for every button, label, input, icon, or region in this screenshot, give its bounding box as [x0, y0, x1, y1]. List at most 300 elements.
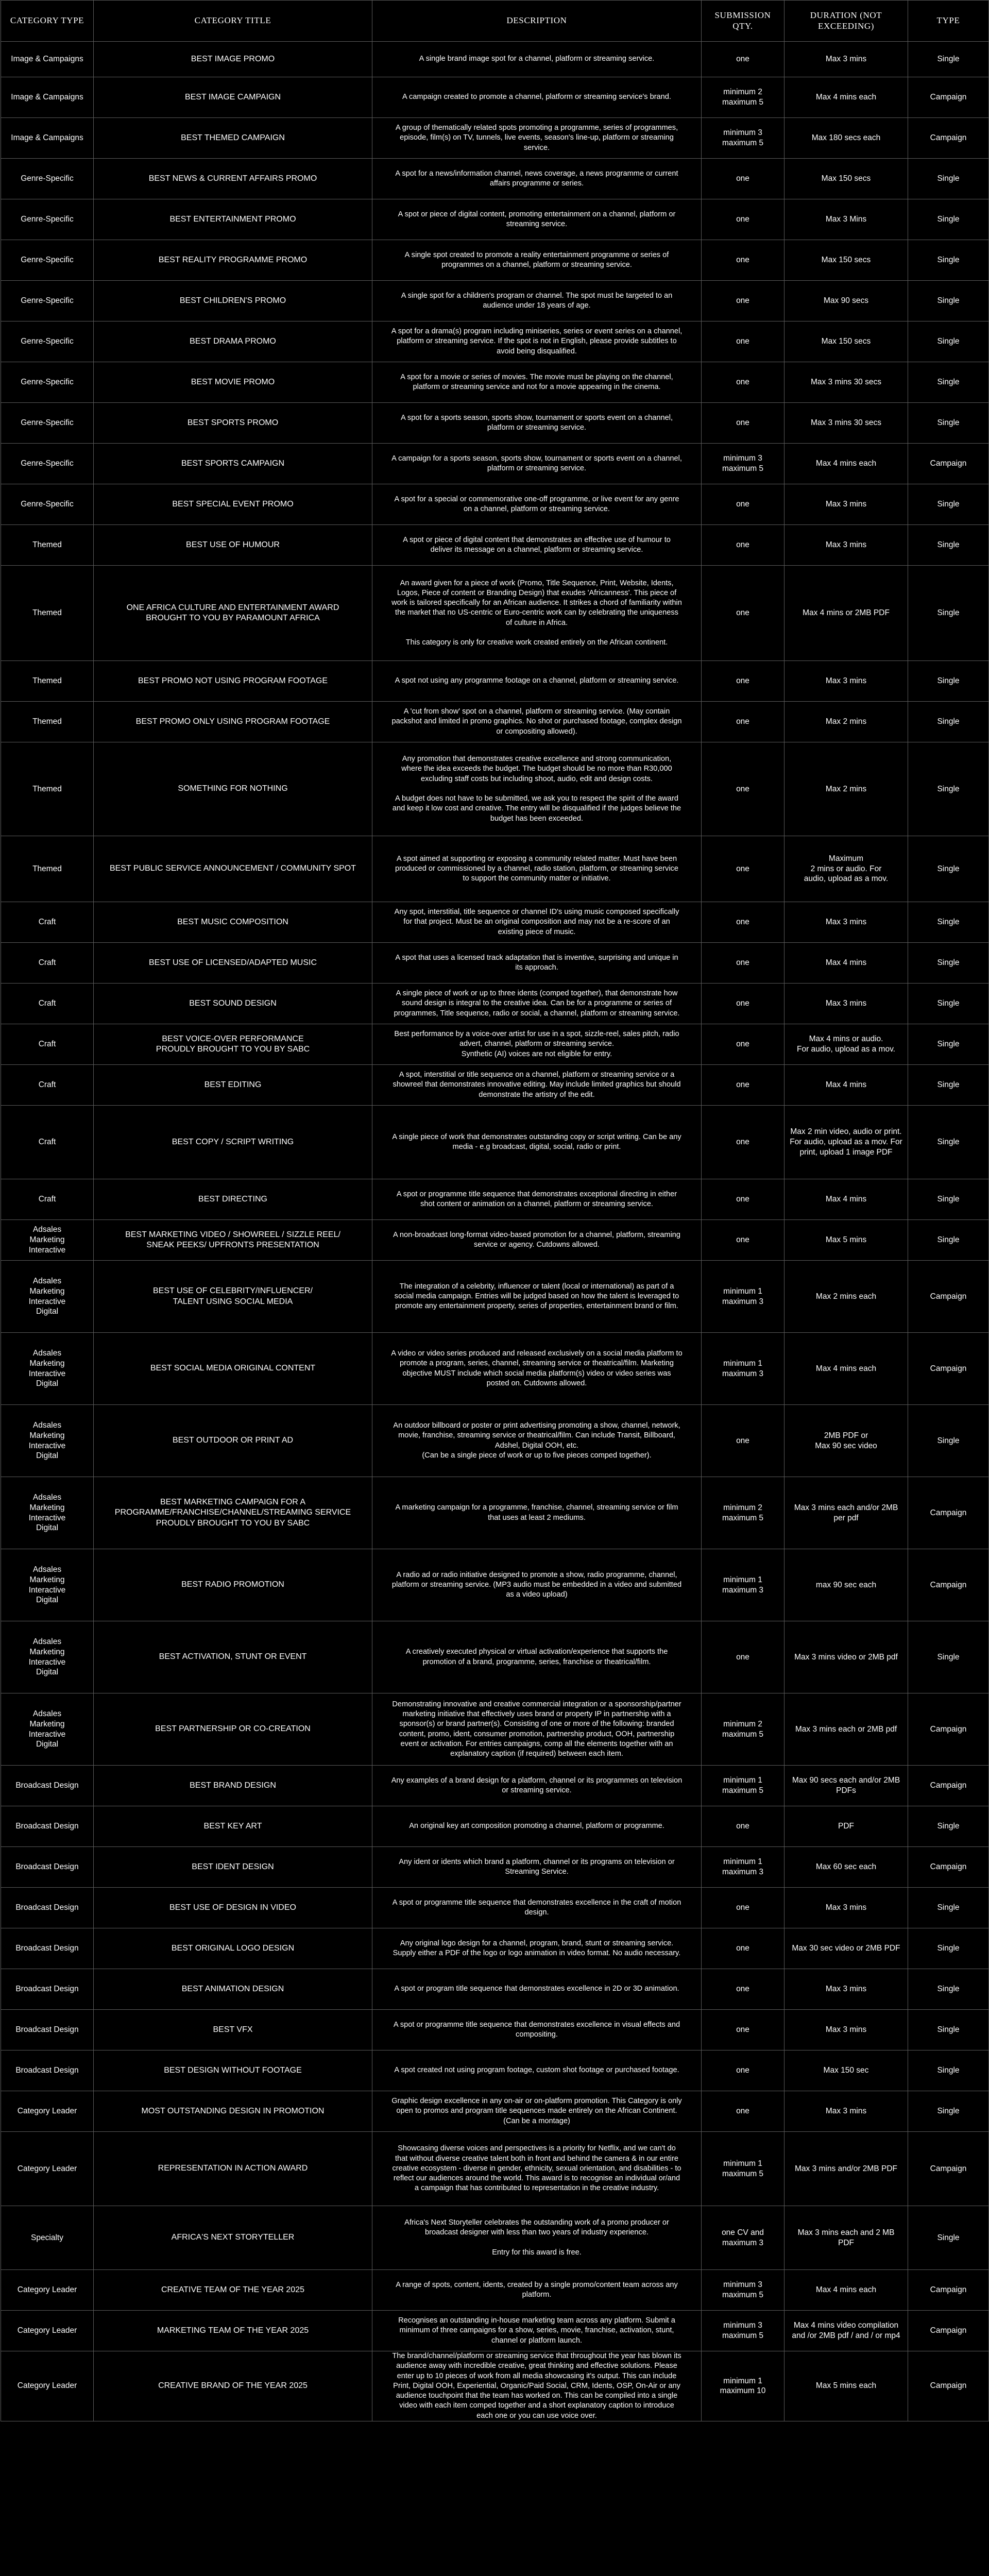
cell-duration: Max 3 mins	[785, 1888, 908, 1928]
cell-description: A spot or programme title sequence that demonstrates excellence in visual effects and compositing.	[372, 2010, 702, 2050]
table-row	[1, 77, 989, 118]
cell-category-title: REPRESENTATION IN ACTION AWARD	[94, 2132, 372, 2206]
cell-category-title: BEST SOUND DESIGN	[94, 984, 372, 1024]
table-row	[1, 836, 989, 902]
cell-description: A spot or piece of digital content that demonstrates an effective use of humour to deliver its message on a channel, platform or streaming service.	[372, 525, 702, 566]
cell-category-title: BEST USE OF CELEBRITY/INFLUENCER/ TALENT USING SOCIAL MEDIA	[94, 1261, 372, 1333]
cell-category-type: Broadcast Design	[1, 2050, 94, 2091]
cell-category-type: Craft	[1, 1179, 94, 1220]
cell-description: Any promotion that demonstrates creative excellence and strong communication, where the idea exceeds the budget. The budget should be no more than R30,000 excluding staff costs but including shoot, audio, edit and design costs. A budget does not have to be submitted, we ask you to respect the spirit of the award and keep it low cost and creative. The entry will be disqualified if the judges believe the budget has been exceeded.	[372, 742, 702, 836]
table-row	[1, 1969, 989, 2010]
cell-type: Campaign	[908, 2270, 989, 2311]
table-row	[1, 1621, 989, 1693]
cell-category-type: Broadcast Design	[1, 1888, 94, 1928]
cell-category-type: Adsales Marketing Interactive Digital	[1, 1549, 94, 1621]
table-row	[1, 484, 989, 525]
cell-duration: Max 3 mins each or 2MB pdf	[785, 1693, 908, 1766]
cell-submission-qty: one	[702, 1405, 785, 1477]
cell-category-type: Themed	[1, 661, 94, 702]
cell-type: Campaign	[908, 2311, 989, 2351]
cell-duration: Max 4 mins	[785, 1065, 908, 1106]
cell-duration: Max 5 mins each	[785, 2351, 908, 2421]
cell-category-title: BEST ACTIVATION, STUNT OR EVENT	[94, 1621, 372, 1693]
cell-type: Single	[908, 240, 989, 281]
cell-submission-qty: one	[702, 742, 785, 836]
cell-category-title: BEST VOICE-OVER PERFORMANCE PROUDLY BROUGHT TO YOU BY SABC	[94, 1024, 372, 1065]
cell-submission-qty: one	[702, 2010, 785, 2050]
cell-duration: Max 3 mins	[785, 42, 908, 77]
cell-submission-qty: one	[702, 902, 785, 943]
cell-description: The integration of a celebrity, influencer or talent (local or international) as part of a social media campaign. Entries will be judged based on how the talent is leveraged to promote any entertainment property, series of properties, entertainment brand or film.	[372, 1261, 702, 1333]
cell-category-type: Genre-Specific	[1, 159, 94, 199]
cell-type: Single	[908, 2091, 989, 2132]
cell-description: An outdoor billboard or poster or print advertising promoting a show, channel, network, movie, franchise, streaming service or theatrical/film. Can include Transit, Billboard, Adshel, Digital OOH, etc. (Can be a single piece of work or up to five pieces comped together).	[372, 1405, 702, 1477]
cell-submission-qty: minimum 1 maximum 5	[702, 1766, 785, 1806]
cell-description: Demonstrating innovative and creative commercial integration or a sponsorship/partner marketing initiative that effectively uses brand or property IP in partnership with a sponsor(s) or brand partner(s). Consisting of one or more of the following: branded content, promo, ident, consumer promotion, partnership product, OOH, partnership event or activation. For entries campaigns, comp all the elements together with an explanatory caption (if required) between each item.	[372, 1693, 702, 1766]
cell-description: The brand/channel/platform or streaming service that throughout the year has blown its audience away with incredible creative, great thinking and effective solutions. Please enter up to 10 pieces of work from all media showcasing it's output. This can include Print, Digital OOH, Experiential, Organic/Paid Social, CRM, Idents, OSP, On-Air or any audience touchpoint that the team has worked on. This can be compiled into a single video with each item comped together and a short explanatory caption to introduce each one or you can use voice over.	[372, 2351, 702, 2421]
cell-submission-qty: minimum 2 maximum 5	[702, 1477, 785, 1549]
table-body	[1, 42, 989, 2421]
cell-category-type: Craft	[1, 902, 94, 943]
cell-category-type: Adsales Marketing Interactive Digital	[1, 1333, 94, 1405]
cell-type: Single	[908, 836, 989, 902]
cell-duration: Max 4 mins each	[785, 77, 908, 118]
cell-submission-qty: one	[702, 1928, 785, 1969]
cell-type: Single	[908, 566, 989, 661]
cell-type: Campaign	[908, 1693, 989, 1766]
cell-submission-qty: one	[702, 240, 785, 281]
cell-category-title: BEST MARKETING CAMPAIGN FOR A PROGRAMME/FRANCHISE/CHANNEL/STREAMING SERVICE PROUDLY BROUGHT TO YOU BY SABC	[94, 1477, 372, 1549]
table-row	[1, 1024, 989, 1065]
table-row	[1, 159, 989, 199]
table-row	[1, 742, 989, 836]
table-row	[1, 1928, 989, 1969]
cell-description: A spot or programme title sequence that demonstrates excellence in the craft of motion design.	[372, 1888, 702, 1928]
cell-duration: Max 3 mins	[785, 1969, 908, 2010]
cell-description: Best performance by a voice-over artist for use in a spot, sizzle-reel, sales pitch, radio advert, channel, platform or streaming service. Synthetic (AI) voices are not eligible for entry.	[372, 1024, 702, 1065]
cell-duration: Max 3 mins 30 secs	[785, 403, 908, 444]
cell-category-title: BEST VFX	[94, 2010, 372, 2050]
cell-description: Africa's Next Storyteller celebrates the outstanding work of a promo producer or broadcast designer with less than two years of industry experience. Entry for this award is free.	[372, 2206, 702, 2270]
cell-description: A radio ad or radio initiative designed to promote a show, radio programme, channel, platform or streaming service. (MP3 audio must be embedded in a video and submitted as a video upload)	[372, 1549, 702, 1621]
cell-type: Single	[908, 1806, 989, 1847]
cell-description: A range of spots, content, idents, created by a single promo/content team across any platform.	[372, 2270, 702, 2311]
cell-category-type: Broadcast Design	[1, 1806, 94, 1847]
cell-submission-qty: minimum 1 maximum 5	[702, 2132, 785, 2206]
cell-type: Single	[908, 902, 989, 943]
cell-description: A spot, interstitial or title sequence on a channel, platform or streaming service or a showreel that demonstrates innovative editing. May include limited graphics but should demonstrate the artistry of the edit.	[372, 1065, 702, 1106]
table-row	[1, 2311, 989, 2351]
cell-submission-qty: one	[702, 403, 785, 444]
cell-duration: Max 4 mins each	[785, 444, 908, 484]
cell-category-title: ONE AFRICA CULTURE AND ENTERTAINMENT AWARD BROUGHT TO YOU BY PARAMOUNT AFRICA	[94, 566, 372, 661]
cell-description: A single spot created to promote a reality entertainment programme or series of programmes on a channel, platform or streaming service.	[372, 240, 702, 281]
table-row	[1, 2010, 989, 2050]
table-row	[1, 1220, 989, 1261]
cell-duration: Max 4 mins or 2MB PDF	[785, 566, 908, 661]
cell-duration: Max 180 secs each	[785, 118, 908, 159]
table-row	[1, 902, 989, 943]
cell-duration: Max 3 mins	[785, 902, 908, 943]
cell-category-type: Craft	[1, 1024, 94, 1065]
cell-duration: Max 150 secs	[785, 321, 908, 362]
cell-description: A non-broadcast long-format video-based promotion for a channel, platform, streaming service or agency. Cutdowns allowed.	[372, 1220, 702, 1261]
table-row	[1, 702, 989, 742]
cell-duration: Max 90 secs	[785, 281, 908, 321]
cell-submission-qty: one	[702, 281, 785, 321]
cell-category-type: Image & Campaigns	[1, 118, 94, 159]
cell-description: A spot for a movie or series of movies. The movie must be playing on the channel, platform or streaming service and not for a movie appearing in the cinema.	[372, 362, 702, 403]
cell-category-title: BEST USE OF LICENSED/ADAPTED MUSIC	[94, 943, 372, 984]
cell-description: A group of thematically related spots promoting a programme, series of programmes, episode, film(s) on TV, tunnels, live events, season's line-up, platform or streaming service.	[372, 118, 702, 159]
cell-duration: Max 3 mins	[785, 984, 908, 1024]
cell-category-title: BEST MARKETING VIDEO / SHOWREEL / SIZZLE REEL/ SNEAK PEEKS/ UPFRONTS PRESENTATION	[94, 1220, 372, 1261]
cell-category-type: Category Leader	[1, 2351, 94, 2421]
cell-type: Single	[908, 1969, 989, 2010]
cell-duration: Max 90 secs each and/or 2MB PDFs	[785, 1766, 908, 1806]
cell-category-type: Craft	[1, 1106, 94, 1179]
cell-category-title: BEST COPY / SCRIPT WRITING	[94, 1106, 372, 1179]
cell-duration: Max 3 mins	[785, 2010, 908, 2050]
cell-category-type: Craft	[1, 984, 94, 1024]
cell-submission-qty: minimum 1 maximum 3	[702, 1549, 785, 1621]
cell-submission-qty: minimum 1 maximum 10	[702, 2351, 785, 2421]
cell-category-title: BEST DIRECTING	[94, 1179, 372, 1220]
cell-category-type: Image & Campaigns	[1, 42, 94, 77]
cell-category-title: BEST IMAGE CAMPAIGN	[94, 77, 372, 118]
cell-submission-qty: one	[702, 321, 785, 362]
cell-category-title: BEST DRAMA PROMO	[94, 321, 372, 362]
cell-category-type: Broadcast Design	[1, 1928, 94, 1969]
cell-type: Single	[908, 1888, 989, 1928]
cell-category-type: Genre-Specific	[1, 240, 94, 281]
header-type: TYPE	[908, 1, 989, 42]
cell-category-type: Adsales Marketing Interactive	[1, 1220, 94, 1261]
cell-category-type: Themed	[1, 525, 94, 566]
header-duration: DURATION (NOT EXCEEDING)	[785, 1, 908, 42]
cell-submission-qty: minimum 3 maximum 5	[702, 2270, 785, 2311]
cell-submission-qty: one	[702, 702, 785, 742]
table-row	[1, 42, 989, 77]
cell-description: A spot or program title sequence that demonstrates excellence in 2D or 3D animation.	[372, 1969, 702, 2010]
table-row	[1, 1693, 989, 1766]
cell-category-type: Image & Campaigns	[1, 77, 94, 118]
cell-description: A video or video series produced and released exclusively on a social media platform to promote a program, series, channel, streaming service or theatrical/film. Marketing objective MUST include which social media platform(s) video or video series was posted on. Cutdowns allowed.	[372, 1333, 702, 1405]
cell-submission-qty: one	[702, 525, 785, 566]
cell-duration: Max 3 mins	[785, 525, 908, 566]
header-category-type: CATEGORY TYPE	[1, 1, 94, 42]
cell-submission-qty: one	[702, 1969, 785, 2010]
cell-type: Single	[908, 281, 989, 321]
table-row	[1, 566, 989, 661]
table-row	[1, 403, 989, 444]
cell-category-type: Genre-Specific	[1, 362, 94, 403]
cell-category-title: BEST DESIGN WITHOUT FOOTAGE	[94, 2050, 372, 2091]
cell-category-title: SOMETHING FOR NOTHING	[94, 742, 372, 836]
table-row	[1, 984, 989, 1024]
cell-category-type: Specialty	[1, 2206, 94, 2270]
cell-category-title: BEST RADIO PROMOTION	[94, 1549, 372, 1621]
table-row	[1, 2132, 989, 2206]
table-header-row	[1, 1, 989, 42]
cell-type: Single	[908, 1928, 989, 1969]
cell-duration: Max 150 secs	[785, 240, 908, 281]
table-row	[1, 281, 989, 321]
table-row	[1, 1766, 989, 1806]
cell-duration: Max 3 mins	[785, 484, 908, 525]
cell-description: A spot created not using program footage, custom shot footage or purchased footage.	[372, 2050, 702, 2091]
table-row	[1, 118, 989, 159]
cell-category-title: BEST PROMO ONLY USING PROGRAM FOOTAGE	[94, 702, 372, 742]
cell-description: A 'cut from show' spot on a channel, platform or streaming service. (May contain packshot and limited in promo graphics. No shot or purchased footage, complex design or compositing allowed).	[372, 702, 702, 742]
cell-category-title: BEST MUSIC COMPOSITION	[94, 902, 372, 943]
cell-submission-qty: one	[702, 1106, 785, 1179]
cell-submission-qty: one	[702, 984, 785, 1024]
cell-submission-qty: one	[702, 199, 785, 240]
cell-category-type: Adsales Marketing Interactive Digital	[1, 1693, 94, 1766]
cell-category-title: MARKETING TEAM OF THE YEAR 2025	[94, 2311, 372, 2351]
cell-category-type: Genre-Specific	[1, 484, 94, 525]
table-row	[1, 2270, 989, 2311]
cell-duration: PDF	[785, 1806, 908, 1847]
cell-category-type: Broadcast Design	[1, 2010, 94, 2050]
cell-description: A spot for a special or commemorative one-off programme, or live event for any genre on a channel, platform or streaming service.	[372, 484, 702, 525]
cell-type: Single	[908, 321, 989, 362]
cell-type: Single	[908, 1179, 989, 1220]
header-category-title: CATEGORY TITLE	[94, 1, 372, 42]
cell-description: A single brand image spot for a channel, platform or streaming service.	[372, 42, 702, 77]
table-row	[1, 2206, 989, 2270]
cell-description: Any original logo design for a channel, program, brand, stunt or streaming service. Supply either a PDF of the logo or logo animation in video format. No audio necessary.	[372, 1928, 702, 1969]
table-row	[1, 362, 989, 403]
cell-category-type: Genre-Specific	[1, 403, 94, 444]
cell-type: Single	[908, 199, 989, 240]
cell-description: A spot for a drama(s) program including miniseries, series or event series on a channel, platform or streaming service. If the spot is not in English, please provide subtitles to avoid being disqualified.	[372, 321, 702, 362]
cell-submission-qty: one	[702, 2050, 785, 2091]
cell-submission-qty: minimum 3 maximum 5	[702, 2311, 785, 2351]
cell-duration: Max 2 mins	[785, 702, 908, 742]
table-row	[1, 2351, 989, 2421]
table-row	[1, 2050, 989, 2091]
cell-category-title: BEST PROMO NOT USING PROGRAM FOOTAGE	[94, 661, 372, 702]
cell-duration: Maximum 2 mins or audio. For audio, upload as a mov.	[785, 836, 908, 902]
cell-category-title: BEST PARTNERSHIP OR CO-CREATION	[94, 1693, 372, 1766]
cell-duration: Max 4 mins video compilation and /or 2MB pdf / and / or mp4	[785, 2311, 908, 2351]
cell-duration: Max 3 mins video or 2MB pdf	[785, 1621, 908, 1693]
cell-category-title: BEST ANIMATION DESIGN	[94, 1969, 372, 2010]
cell-description: A spot not using any programme footage on a channel, platform or streaming service.	[372, 661, 702, 702]
cell-type: Single	[908, 661, 989, 702]
cell-duration: 2MB PDF or Max 90 sec video	[785, 1405, 908, 1477]
cell-description: A single piece of work that demonstrates outstanding copy or script writing. Can be any media - e.g broadcast, digital, social, radio or print.	[372, 1106, 702, 1179]
cell-duration: Max 4 mins each	[785, 1333, 908, 1405]
cell-description: A creatively executed physical or virtual activation/experience that supports the promotion of a brand, programme, series, franchise or theatrical/film.	[372, 1621, 702, 1693]
table-row	[1, 1106, 989, 1179]
cell-submission-qty: minimum 3 maximum 5	[702, 118, 785, 159]
cell-duration: Max 4 mins	[785, 1179, 908, 1220]
cell-type: Campaign	[908, 1847, 989, 1888]
cell-submission-qty: one	[702, 42, 785, 77]
cell-duration: Max 3 Mins	[785, 199, 908, 240]
cell-category-title: BEST OUTDOOR OR PRINT AD	[94, 1405, 372, 1477]
cell-duration: Max 2 min video, audio or print. For audio, upload as a mov. For print, upload 1 image PDF	[785, 1106, 908, 1179]
cell-duration: Max 3 mins and/or 2MB PDF	[785, 2132, 908, 2206]
cell-description: A single spot for a children's program or channel. The spot must be targeted to an audience under 18 years of age.	[372, 281, 702, 321]
cell-type: Single	[908, 984, 989, 1024]
table-row	[1, 1405, 989, 1477]
cell-description: A spot that uses a licensed track adaptation that is inventive, surprising and unique in its approach.	[372, 943, 702, 984]
cell-submission-qty: one	[702, 1621, 785, 1693]
cell-duration: Max 150 secs	[785, 159, 908, 199]
cell-duration: Max 3 mins	[785, 661, 908, 702]
cell-type: Single	[908, 362, 989, 403]
cell-category-type: Category Leader	[1, 2270, 94, 2311]
cell-category-type: Themed	[1, 742, 94, 836]
table-row	[1, 661, 989, 702]
cell-type: Single	[908, 42, 989, 77]
cell-submission-qty: one	[702, 1024, 785, 1065]
cell-category-type: Genre-Specific	[1, 444, 94, 484]
cell-description: Any examples of a brand design for a platform, channel or its programmes on television or streaming service.	[372, 1766, 702, 1806]
cell-category-type: Craft	[1, 1065, 94, 1106]
cell-category-type: Category Leader	[1, 2091, 94, 2132]
cell-category-title: BEST USE OF DESIGN IN VIDEO	[94, 1888, 372, 1928]
cell-duration: Max 3 mins each and 2 MB PDF	[785, 2206, 908, 2270]
cell-duration: Max 3 mins	[785, 2091, 908, 2132]
cell-category-type: Adsales Marketing Interactive Digital	[1, 1261, 94, 1333]
cell-submission-qty: minimum 1 maximum 3	[702, 1333, 785, 1405]
table-row	[1, 1179, 989, 1220]
cell-category-title: BEST SPORTS PROMO	[94, 403, 372, 444]
cell-category-type: Adsales Marketing Interactive Digital	[1, 1477, 94, 1549]
cell-description: An original key art composition promoting a channel, platform or programme.	[372, 1806, 702, 1847]
cell-type: Campaign	[908, 1766, 989, 1806]
cell-type: Single	[908, 2206, 989, 2270]
table-row	[1, 321, 989, 362]
cell-duration: Max 4 mins each	[785, 2270, 908, 2311]
cell-description: Any spot, interstitial, title sequence or channel ID's using music composed specifically for that project. Must be an original composition and may not be a re-score of an existing piece of music.	[372, 902, 702, 943]
cell-category-title: MOST OUTSTANDING DESIGN IN PROMOTION	[94, 2091, 372, 2132]
cell-type: Campaign	[908, 77, 989, 118]
cell-type: Single	[908, 742, 989, 836]
cell-type: Single	[908, 1621, 989, 1693]
cell-type: Single	[908, 2010, 989, 2050]
cell-category-type: Broadcast Design	[1, 1766, 94, 1806]
cell-submission-qty: minimum 1 maximum 3	[702, 1261, 785, 1333]
cell-type: Campaign	[908, 2132, 989, 2206]
cell-type: Single	[908, 525, 989, 566]
cell-submission-qty: one	[702, 1806, 785, 1847]
cell-description: Graphic design excellence in any on-air or on-platform promotion. This Category is only open to promos and program title sequences made entirely on the African Continent. (Can be a montage)	[372, 2091, 702, 2132]
cell-description: A spot for a sports season, sports show, tournament or sports event on a channel, platform or streaming service.	[372, 403, 702, 444]
cell-category-title: BEST PUBLIC SERVICE ANNOUNCEMENT / COMMUNITY SPOT	[94, 836, 372, 902]
cell-submission-qty: one	[702, 566, 785, 661]
cell-category-title: BEST MOVIE PROMO	[94, 362, 372, 403]
cell-category-title: BEST THEMED CAMPAIGN	[94, 118, 372, 159]
cell-type: Campaign	[908, 1261, 989, 1333]
cell-category-title: BEST USE OF HUMOUR	[94, 525, 372, 566]
table-row	[1, 1847, 989, 1888]
cell-description: An award given for a piece of work (Promo, Title Sequence, Print, Website, Idents, Logos, Piece of content or Branding Design) that exudes 'Africanness'. This piece of work is tailored specifically for an African audience. It strikes a chord of familiarity within the market that no US-centric or Euro-centric work can by celebrating the uniqueness of culture in Africa. This category is only for creative work created entirely on the African continent.	[372, 566, 702, 661]
cell-duration: Max 3 mins each and/or 2MB per pdf	[785, 1477, 908, 1549]
cell-category-title: CREATIVE TEAM OF THE YEAR 2025	[94, 2270, 372, 2311]
cell-duration: Max 5 mins	[785, 1220, 908, 1261]
cell-submission-qty: one	[702, 1065, 785, 1106]
cell-category-type: Genre-Specific	[1, 281, 94, 321]
cell-description: A spot or piece of digital content, promoting entertainment on a channel, platform or streaming service.	[372, 199, 702, 240]
table-row	[1, 240, 989, 281]
cell-submission-qty: one	[702, 661, 785, 702]
cell-submission-qty: one	[702, 362, 785, 403]
cell-type: Campaign	[908, 2351, 989, 2421]
cell-category-title: BEST SOCIAL MEDIA ORIGINAL CONTENT	[94, 1333, 372, 1405]
cell-type: Campaign	[908, 1549, 989, 1621]
cell-category-title: BEST EDITING	[94, 1065, 372, 1106]
cell-duration: Max 4 mins	[785, 943, 908, 984]
cell-category-title: BEST REALITY PROGRAMME PROMO	[94, 240, 372, 281]
cell-type: Single	[908, 1405, 989, 1477]
table-row	[1, 444, 989, 484]
cell-submission-qty: minimum 3 maximum 5	[702, 444, 785, 484]
cell-category-title: BEST IMAGE PROMO	[94, 42, 372, 77]
header-description: DESCRIPTION	[372, 1, 702, 42]
cell-type: Single	[908, 943, 989, 984]
cell-category-type: Adsales Marketing Interactive Digital	[1, 1621, 94, 1693]
cell-category-title: BEST CHILDREN'S PROMO	[94, 281, 372, 321]
cell-description: A spot aimed at supporting or exposing a community related matter. Must have been produced or commissioned by a channel, radio station, platform, or streaming service to support the community matter or initiative.	[372, 836, 702, 902]
cell-duration: max 90 sec each	[785, 1549, 908, 1621]
cell-duration: Max 4 mins or audio. For audio, upload as a mov.	[785, 1024, 908, 1065]
table-row	[1, 525, 989, 566]
cell-category-type: Themed	[1, 836, 94, 902]
table-row	[1, 2091, 989, 2132]
cell-submission-qty: one	[702, 1179, 785, 1220]
categories-table	[1, 0, 989, 2421]
cell-type: Single	[908, 403, 989, 444]
cell-submission-qty: one CV and maximum 3	[702, 2206, 785, 2270]
cell-submission-qty: one	[702, 159, 785, 199]
cell-category-type: Genre-Specific	[1, 199, 94, 240]
table-row	[1, 1333, 989, 1405]
cell-category-type: Craft	[1, 943, 94, 984]
header-submission-qty: SUBMISSION QTY.	[702, 1, 785, 42]
cell-submission-qty: one	[702, 836, 785, 902]
table-row	[1, 1477, 989, 1549]
cell-description: Any ident or idents which brand a platform, channel or its programs on television or Streaming Service.	[372, 1847, 702, 1888]
cell-category-type: Themed	[1, 566, 94, 661]
cell-type: Single	[908, 159, 989, 199]
cell-category-title: BEST SPORTS CAMPAIGN	[94, 444, 372, 484]
cell-category-type: Category Leader	[1, 2311, 94, 2351]
cell-category-title: AFRICA'S NEXT STORYTELLER	[94, 2206, 372, 2270]
cell-category-title: BEST NEWS & CURRENT AFFAIRS PROMO	[94, 159, 372, 199]
cell-type: Campaign	[908, 444, 989, 484]
cell-type: Single	[908, 1024, 989, 1065]
cell-description: A spot or programme title sequence that demonstrates exceptional directing in either shot content or animation on a channel, platform or streaming service.	[372, 1179, 702, 1220]
cell-type: Campaign	[908, 1477, 989, 1549]
cell-description: A marketing campaign for a programme, franchise, channel, streaming service or film that uses at least 2 mediums.	[372, 1477, 702, 1549]
cell-duration: Max 60 sec each	[785, 1847, 908, 1888]
cell-category-title: BEST SPECIAL EVENT PROMO	[94, 484, 372, 525]
cell-submission-qty: one	[702, 484, 785, 525]
cell-submission-qty: minimum 1 maximum 3	[702, 1847, 785, 1888]
cell-submission-qty: one	[702, 1888, 785, 1928]
cell-submission-qty: minimum 2 maximum 5	[702, 1693, 785, 1766]
cell-description: Showcasing diverse voices and perspectives is a priority for Netflix, and we can't do that without diverse creative talent both in front and behind the camera & in our entire creative ecosystem - diverse in gender, ethnicity, sexual orientation, and disabilities - to reflect our audiences around the world. This award is to recognise an individual or/and a campaign that has contributed to representation in the creative industry.	[372, 2132, 702, 2206]
cell-type: Campaign	[908, 1333, 989, 1405]
cell-category-type: Broadcast Design	[1, 1847, 94, 1888]
table-row	[1, 199, 989, 240]
